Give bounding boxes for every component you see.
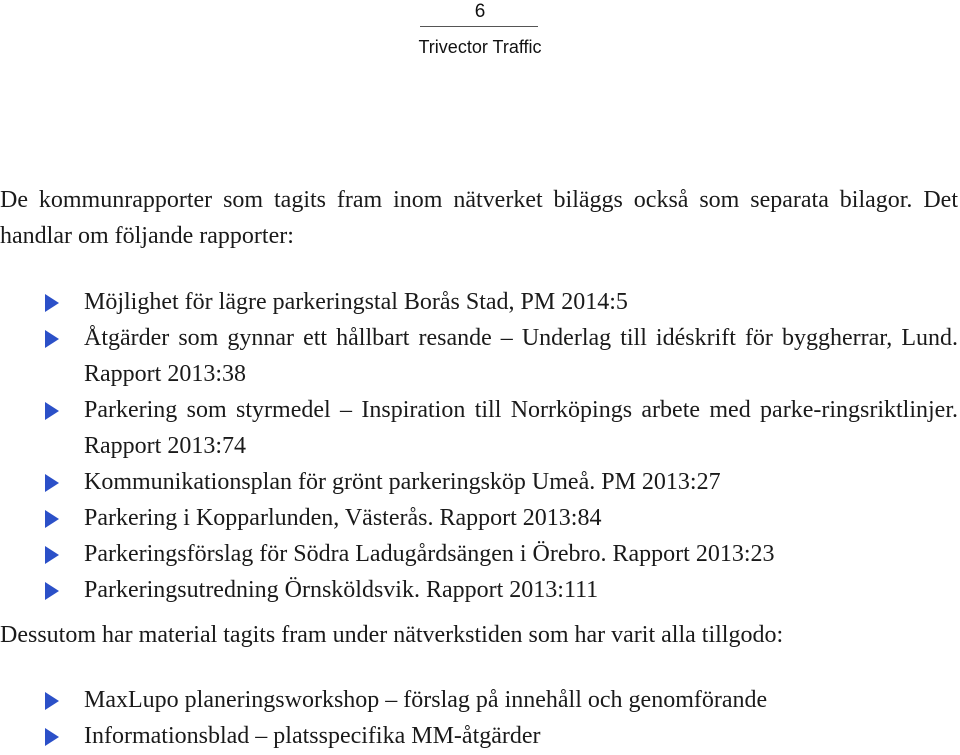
triangle-bullet-icon: [45, 330, 59, 348]
list-item-text: Parkeringsutredning Örnsköldsvik. Rapport 2013:111: [84, 577, 599, 603]
list-item: [0, 284, 958, 320]
report-list: [0, 284, 958, 608]
list-item: [0, 464, 958, 500]
triangle-bullet-icon: [45, 728, 59, 746]
list-item: [0, 682, 958, 718]
outro-paragraph: Dessutom har material tagits fram under nätverkstiden som har varit alla tillgodo:: [0, 622, 784, 648]
list-item-text: Åtgärder som gynnar ett hållbart resande – Underlag till idéskrift för byggherrar, Lund. Rapport 2013:38: [84, 325, 958, 387]
header-divider: [420, 26, 538, 27]
triangle-bullet-icon: [45, 582, 59, 600]
triangle-bullet-icon: [45, 692, 59, 710]
list-item-text: Möjlighet för lägre parkeringstal Borås Stad, PM 2014:5: [84, 289, 628, 315]
list-item: [0, 320, 958, 392]
list-item-text: Informationsblad – platsspecifika MM-åtgärder: [84, 723, 541, 749]
list-item-text: MaxLupo planeringsworkshop – förslag på innehåll och genomförande: [84, 687, 768, 713]
triangle-bullet-icon: [45, 510, 59, 528]
list-item-text: Kommunikationsplan för grönt parkeringsköp Umeå. PM 2013:27: [84, 469, 721, 495]
triangle-bullet-icon: [45, 402, 59, 420]
intro-paragraph: De kommunrapporter som tagits fram inom nätverket biläggs också som separata bilagor. Det handlar om följande rapporter:: [0, 187, 958, 249]
list-item: [0, 392, 958, 464]
list-item-text: Parkering i Kopparlunden, Västerås. Rapport 2013:84: [84, 505, 602, 531]
triangle-bullet-icon: [45, 474, 59, 492]
triangle-bullet-icon: [45, 546, 59, 564]
page-number: 6: [474, 1, 486, 22]
list-item: [0, 500, 958, 536]
list-item: [0, 536, 958, 572]
list-item-text: Parkering som styrmedel – Inspiration till Norrköpings arbete med parke-ringsriktlinjer. Rapport 2013:74: [84, 397, 958, 459]
material-list: [0, 682, 958, 754]
list-item-text: Parkeringsförslag för Södra Ladugårdsängen i Örebro. Rapport 2013:23: [84, 541, 775, 567]
header-title: Trivector Traffic: [418, 37, 542, 57]
triangle-bullet-icon: [45, 294, 59, 312]
list-item: [0, 718, 958, 754]
list-item: [0, 572, 958, 608]
